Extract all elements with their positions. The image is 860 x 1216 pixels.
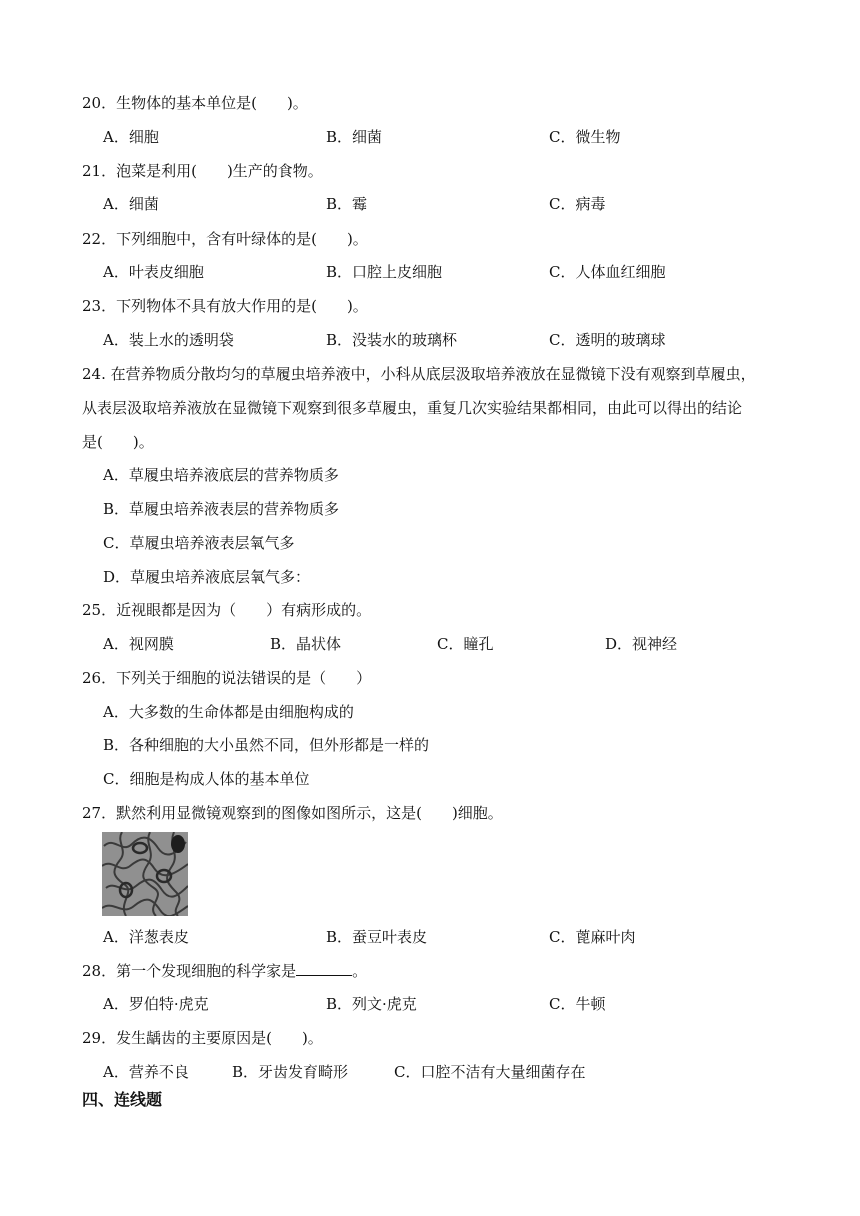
question-24-stem-line-3: 是( )。 [82, 433, 154, 451]
question-25-option-b: B．晶状体 [270, 635, 342, 653]
question-26-option-c: C．细胞是构成人体的基本单位 [103, 770, 310, 788]
question-27-stem: 27．默然利用显微镜观察到的图像如图所示，这是( )细胞。 [82, 804, 503, 822]
question-28-option-b: B．列文·虎克 [326, 995, 417, 1013]
question-29-option-a: A．营养不良 [103, 1063, 189, 1081]
question-24-stem-line-1: 24. 在营养物质分散均匀的草履虫培养液中，小科从底层汲取培养液放在显微镜下没有观察到草履虫， [82, 365, 756, 383]
question-21-stem: 21．泡菜是利用( )生产的食物。 [82, 162, 323, 180]
question-26-stem: 26．下列关于细胞的说法错误的是（ ） [82, 669, 372, 687]
question-25-option-c: C．瞳孔 [437, 635, 494, 653]
question-28-stem-end: 。 [352, 962, 368, 980]
question-20-option-c: C．微生物 [549, 128, 621, 146]
question-24-option-d: D．草履虫培养液底层氧气多： [103, 568, 311, 586]
question-23-option-c: C．透明的玻璃球 [549, 331, 666, 349]
microscope-image [102, 832, 188, 916]
question-28-option-c: C．牛顿 [549, 995, 606, 1013]
question-24-stem-line-2: 从表层汲取培养液放在显微镜下观察到很多草履虫，重复几次实验结果都相同，由此可以得出的结论 [82, 399, 743, 417]
question-23-stem: 23．下列物体不具有放大作用的是( )。 [82, 297, 368, 315]
question-22-stem: 22．下列细胞中，含有叶绿体的是( )。 [82, 230, 368, 248]
question-29-option-c: C．口腔不洁有大量细菌存在 [394, 1063, 586, 1081]
question-27-option-b: B．蚕豆叶表皮 [326, 928, 428, 946]
question-27-option-a: A．洋葱表皮 [103, 928, 189, 946]
question-26-option-b: B．各种细胞的大小虽然不同，但外形都是一样的 [103, 736, 430, 754]
question-21-option-c: C．病毒 [549, 195, 606, 213]
section-title: 四、连线题 [82, 1090, 163, 1109]
question-24-option-c: C．草履虫培养液表层氧气多 [103, 534, 295, 552]
question-20-stem: 20．生物体的基本单位是( )。 [82, 94, 308, 112]
question-22-option-c: C．人体血红细胞 [549, 263, 666, 281]
question-21-option-b: B．霉 [326, 195, 368, 213]
question-20-option-a: A．细胞 [103, 128, 159, 146]
question-28-stem [82, 961, 367, 981]
question-22-option-a: A．叶表皮细胞 [103, 263, 204, 281]
question-23-option-b: B．没装水的玻璃杯 [326, 331, 458, 349]
question-22-option-b: B．口腔上皮细胞 [326, 263, 443, 281]
question-23-option-a: A．装上水的透明袋 [103, 331, 234, 349]
question-29-option-b: B．牙齿发育畸形 [232, 1063, 349, 1081]
question-27-option-c: C．蓖麻叶肉 [549, 928, 636, 946]
question-24-option-a: A．草履虫培养液底层的营养物质多 [103, 466, 339, 484]
question-25-option-a: A．视网膜 [103, 635, 174, 653]
question-28-stem-text: 28．第一个发现细胞的科学家是 [82, 962, 297, 980]
question-28-option-a: A．罗伯特·虎克 [103, 995, 209, 1013]
question-21-option-a: A．细菌 [103, 195, 159, 213]
question-29-stem: 29．发生龋齿的主要原因是( )。 [82, 1029, 323, 1047]
answer-blank [296, 961, 352, 976]
question-20-option-b: B．细菌 [326, 128, 383, 146]
question-25-stem: 25．近视眼都是因为（ ）有病形成的。 [82, 601, 372, 619]
question-25-option-d: D．视神经 [605, 635, 678, 653]
question-24-option-b: B．草履虫培养液表层的营养物质多 [103, 500, 340, 518]
question-26-option-a: A．大多数的生命体都是由细胞构成的 [103, 703, 354, 721]
